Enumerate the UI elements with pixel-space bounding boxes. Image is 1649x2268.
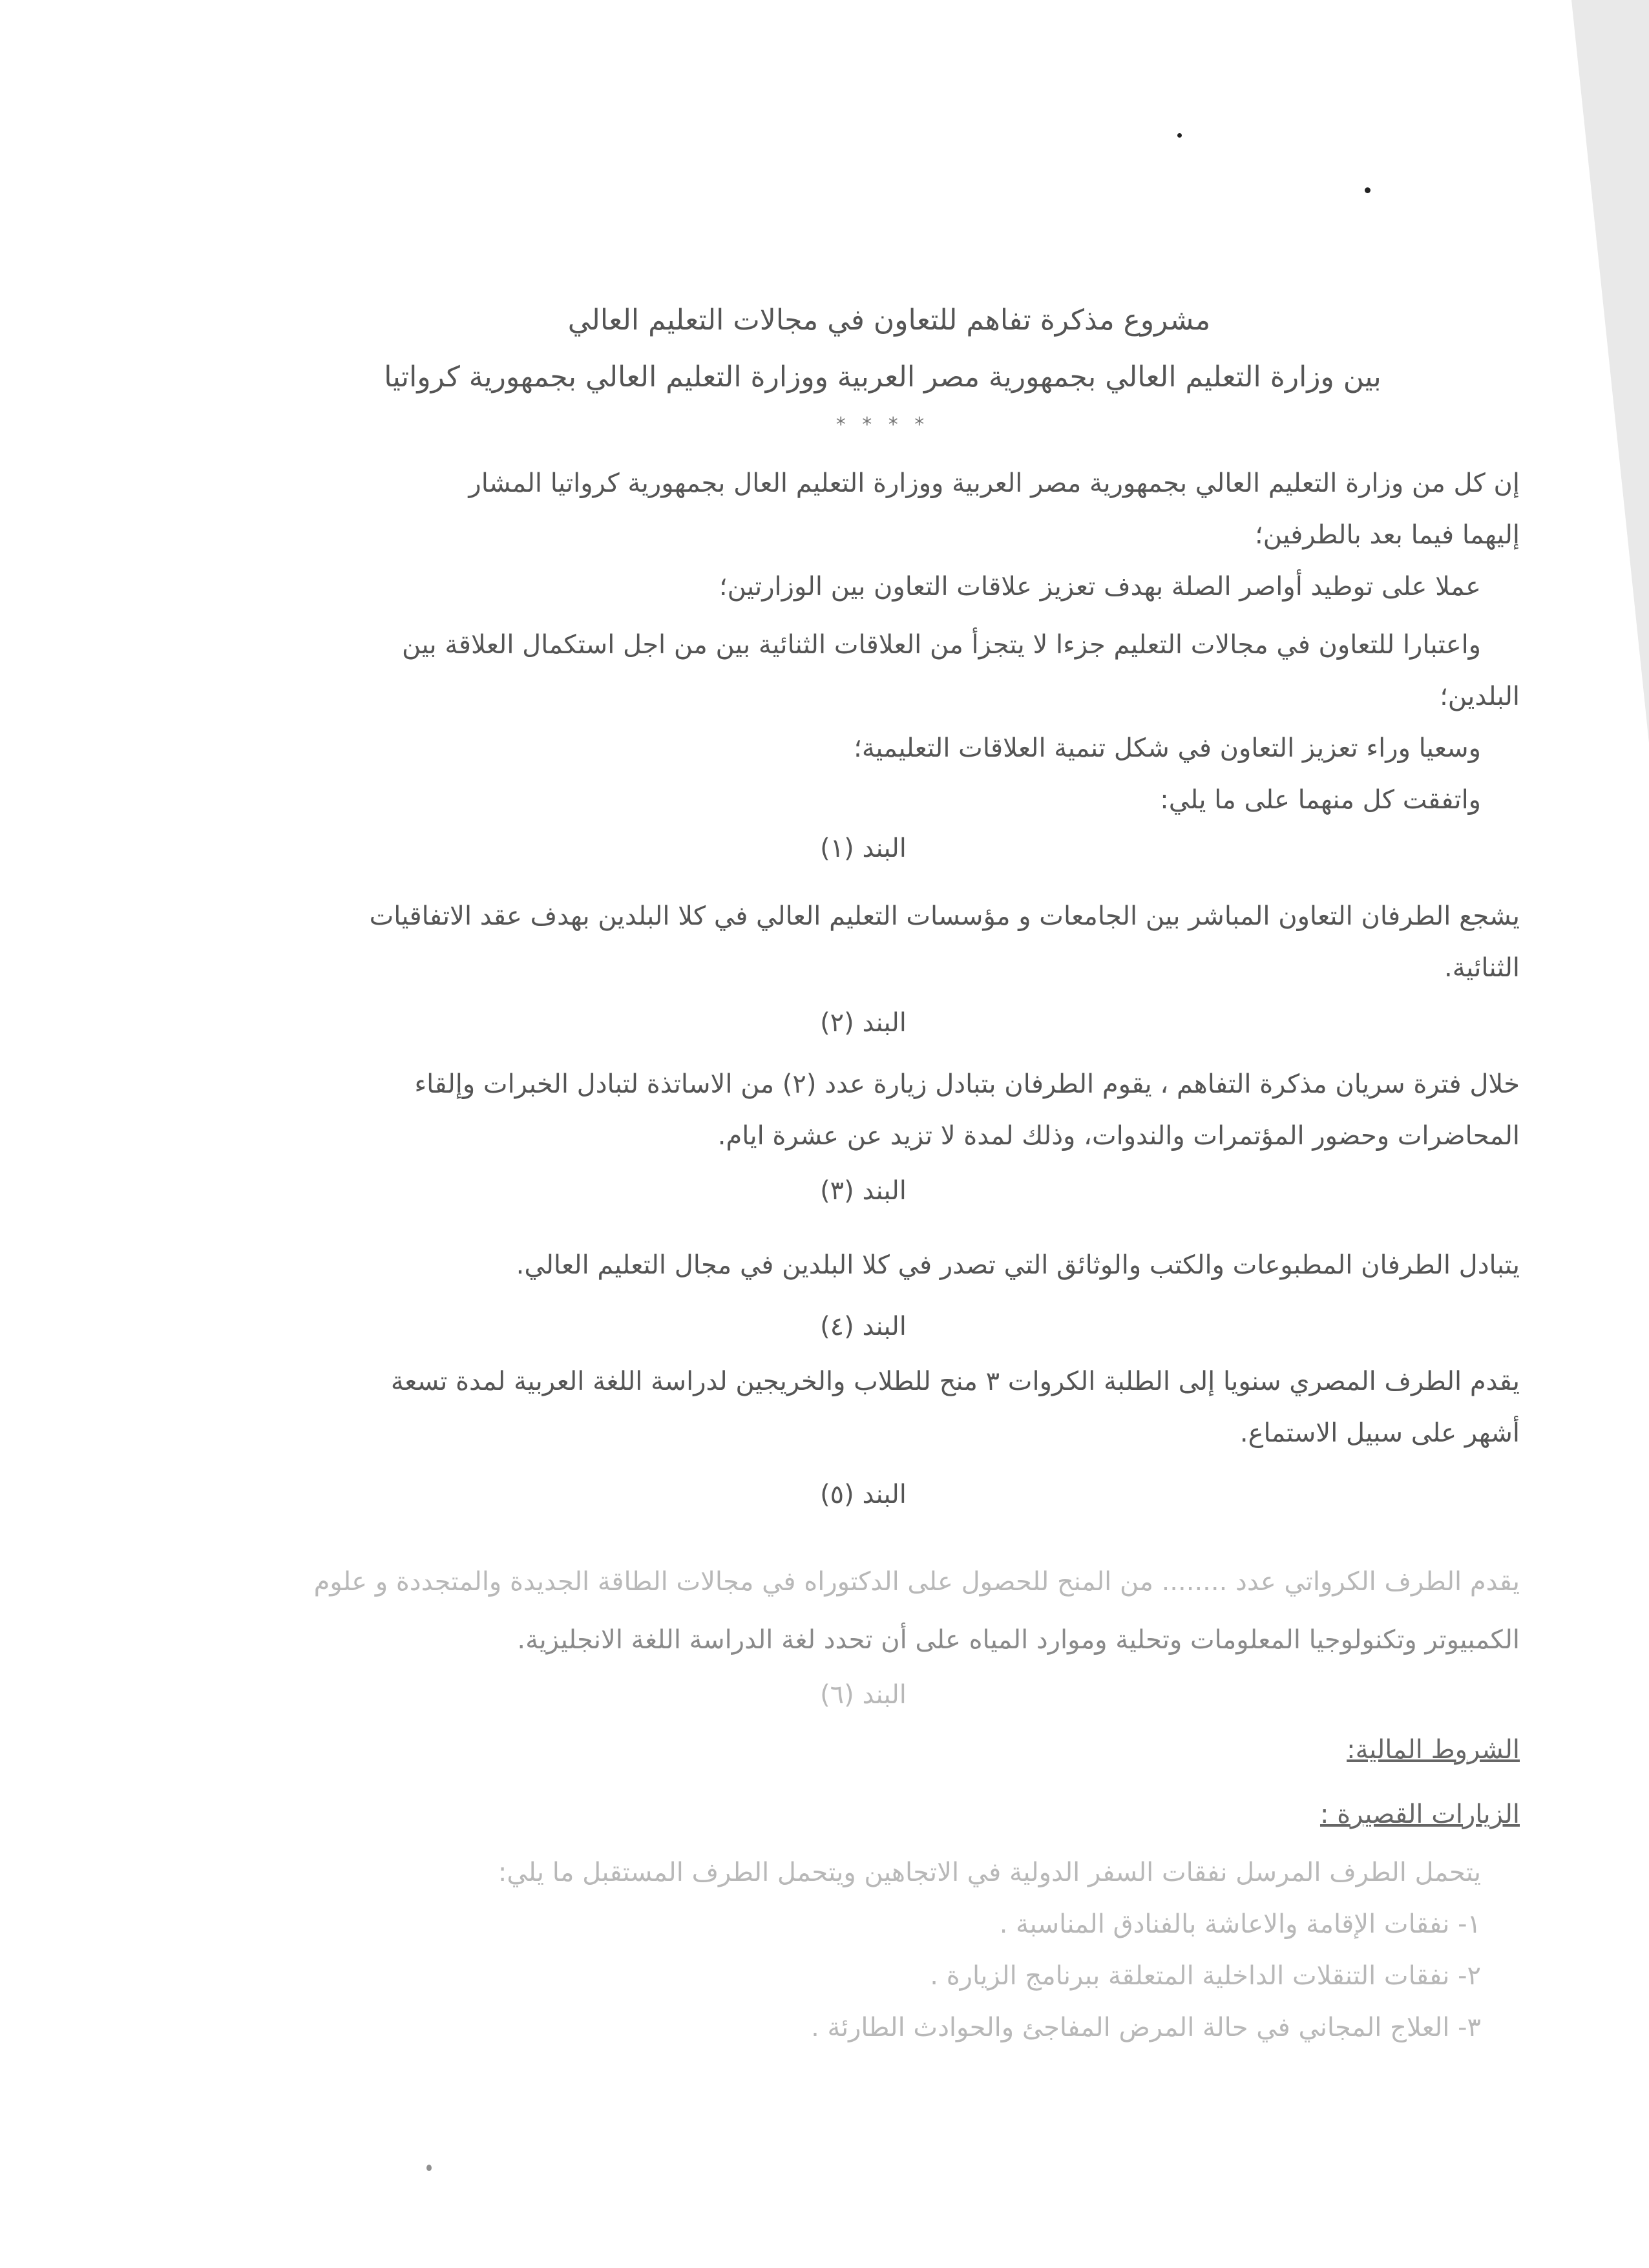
clause-text: الثنائية. — [1444, 953, 1520, 983]
preamble-line: إليهما فيما بعد بالطرفين؛ — [1255, 520, 1520, 550]
clause-text: يتبادل الطرفان المطبوعات والكتب والوثائق التي تصدر في كلا البلدين في مجال التعليم العالي. — [516, 1250, 1520, 1280]
section-text: يتحمل الطرف المرسل نفقات السفر الدولية في الاتجاهين ويتحمل الطرف المستقبل ما يلي: — [498, 1858, 1481, 1887]
preamble-line: واتفقت كل منهما على ما يلي: — [1160, 785, 1481, 815]
clause-heading: البند (١) — [820, 834, 907, 863]
scan-speck — [1177, 133, 1182, 138]
list-item: ١- نفقات الإقامة والاعاشة بالفنادق المناسبة . — [999, 1909, 1481, 1939]
list-item: ٢- نفقات التنقلات الداخلية المتعلقة ببرنامج الزيارة . — [930, 1961, 1481, 1991]
clause-text: المحاضرات وحضور المؤتمرات والندوات، وذلك لمدة لا تزيد عن عشرة ايام. — [717, 1121, 1520, 1151]
document-title: مشروع مذكرة تفاهم للتعاون في مجالات التعليم العالي — [567, 304, 1211, 337]
preamble-line: إن كل من وزارة التعليم العالي بجمهورية مصر العربية ووزارة التعليم العال بجمهورية كرواتيا المشار — [468, 468, 1520, 498]
preamble-line: البلدين؛ — [1440, 682, 1520, 711]
section-heading: الزيارات القصيرة : — [1319, 1800, 1520, 1829]
clause-heading: البند (٦) — [820, 1680, 907, 1710]
clause-heading: البند (٢) — [820, 1008, 907, 1038]
preamble-line: عملا على توطيد أواصر الصلة بهدف تعزيز علاقات التعاون بين الوزارتين؛ — [719, 572, 1481, 602]
clause-heading: البند (٥) — [820, 1480, 907, 1509]
preamble-line: وسعيا وراء تعزيز التعاون في شكل تنمية العلاقات التعليمية؛ — [854, 733, 1481, 763]
clause-text: يشجع الطرفان التعاون المباشر بين الجامعات و مؤسسات التعليم العالي في كلا البلدين بهدف عقد الاتفاقيات — [369, 901, 1520, 931]
clause-text: يقدم الطرف الكرواتي عدد ........ من المنح للحصول على الدكتوراه في مجالات الطاقة الجديدة والمتجددة و علوم — [313, 1567, 1520, 1597]
list-item: ٣- العلاج المجاني في حالة المرض المفاجئ والحوادث الطارئة . — [811, 2013, 1481, 2042]
clause-text: يقدم الطرف المصري سنويا إلى الطلبة الكروات ٣ منح للطلاب والخريجين لدراسة اللغة العربية لمدة تسعة — [390, 1367, 1520, 1396]
document-subtitle: بين وزارة التعليم العالي بجمهورية مصر العربية ووزارة التعليم العالي بجمهورية كرواتيا — [384, 361, 1381, 394]
scan-speck — [1365, 187, 1371, 193]
clause-text: أشهر على سبيل الاستماع. — [1239, 1418, 1520, 1448]
clause-text: خلال فترة سريان مذكرة التفاهم ، يقوم الطرفان بتبادل زيارة عدد (٢) من الاساتذة لتبادل الخبرات وإلقاء — [414, 1069, 1520, 1099]
section-heading: الشروط المالية: — [1347, 1735, 1520, 1765]
clause-heading: البند (٤) — [820, 1312, 907, 1341]
clause-heading: البند (٣) — [820, 1176, 907, 1206]
title-separator: * * * * — [835, 414, 930, 436]
clause-text: الكمبيوتر وتكنولوجيا المعلومات وتحلية وموارد المياه على أن تحدد لغة الدراسة اللغة الانجليزية. — [517, 1625, 1520, 1655]
preamble-line: واعتبارا للتعاون في مجالات التعليم جزءا لا يتجزأ من العلاقات الثنائية بين من اجل استكمال العلاقة بين — [402, 630, 1481, 660]
scan-speck — [426, 2165, 432, 2171]
